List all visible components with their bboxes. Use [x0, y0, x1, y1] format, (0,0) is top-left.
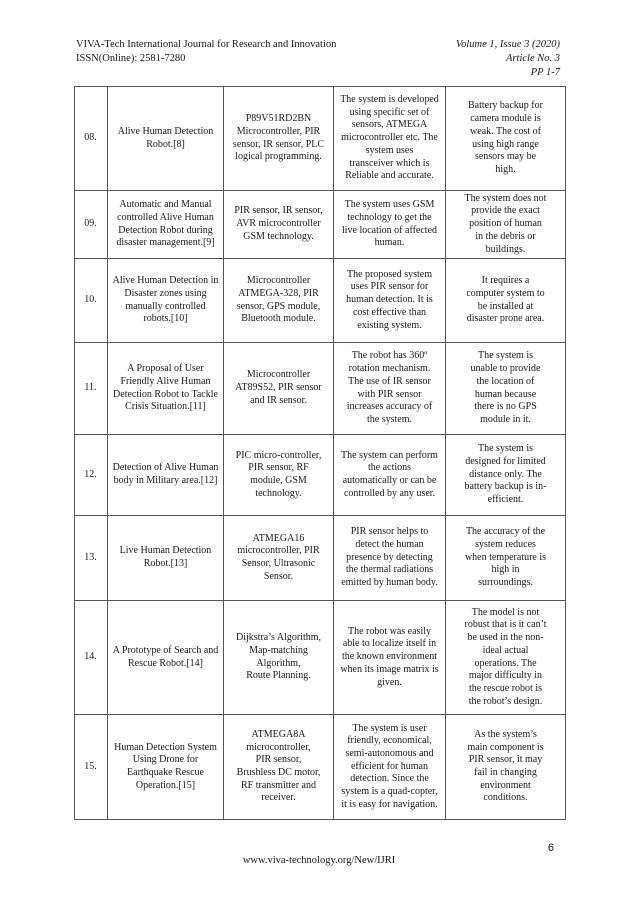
paper-title: A Prototype of Search and Rescue Robot.[14] — [108, 601, 224, 715]
paper-title: A Proposal of User Friendly Alive Human Detection Robot to Tackle Crisis Situation.[11] — [108, 343, 224, 435]
components-used: Dijkstra’s Algorithm, Map-matching Algorithm, Route Planning. — [224, 601, 334, 715]
row-number: 10. — [75, 259, 108, 343]
table-row — [75, 435, 566, 516]
system-description: The system is developed using specific set of sensors, ATMEGA microcontroller etc. The system uses transceiver which is Reliable and accurate. — [334, 87, 446, 191]
volume-issue: Volume 1, Issue 3 (2020) — [455, 39, 560, 50]
system-description: The robot has 360º rotation mechanism. The use of IR sensor with PIR sensor increases accuracy of the system. — [334, 343, 446, 435]
limitations: As the system’s main component is PIR sensor, it may fail in changing environment conditions. — [446, 715, 566, 820]
page-number: 6 — [547, 842, 554, 854]
system-description: The system uses GSM technology to get the live location of affected human. — [334, 191, 446, 259]
components-used: ATMEGA16 microcontroller, PIR Sensor, Ultrasonic Sensor. — [224, 516, 334, 601]
components-used: PIR sensor, IR sensor, AVR microcontroller GSM technology. — [224, 191, 334, 259]
row-number: 09. — [75, 191, 108, 259]
table-row — [75, 715, 566, 820]
article-number: Article No. 3 — [506, 53, 560, 64]
row-number: 13. — [75, 516, 108, 601]
row-number: 11. — [75, 343, 108, 435]
table-row — [75, 87, 566, 191]
components-used: Microcontroller AT89S52, PIR sensor and IR sensor. — [224, 343, 334, 435]
system-description: The proposed system uses PIR sensor for human detection. It is cost effective than existing system. — [334, 259, 446, 343]
issn: ISSN(Online): 2581-7280 — [76, 53, 186, 64]
journal-header-left — [76, 38, 336, 66]
footer-url: www.viva-technology.org/New/IJRI — [242, 855, 396, 866]
limitations: It requires a computer system to be installed at disaster prone area. — [446, 259, 566, 343]
limitations: Battery backup for camera module is weak. The cost of using high range sensors may be high. — [446, 87, 566, 191]
paper-title: Live Human Detection Robot.[13] — [108, 516, 224, 601]
paper-title: Alive Human Detection in Disaster zones using manually controlled robots.[10] — [108, 259, 224, 343]
row-number: 15. — [75, 715, 108, 820]
limitations: The accuracy of the system reduces when temperature is high in surroundings. — [446, 516, 566, 601]
table-row — [75, 516, 566, 601]
table-row — [75, 343, 566, 435]
row-number: 12. — [75, 435, 108, 516]
limitations: The system does not provide the exact position of human in the debris or buildings. — [446, 191, 566, 259]
row-number: 08. — [75, 87, 108, 191]
system-description: The system can perform the actions automatically or can be controlled by any user. — [334, 435, 446, 516]
literature-survey-table — [74, 86, 566, 820]
table-row — [75, 191, 566, 259]
components-used: Microcontroller ATMEGA-328, PIR sensor, GPS module, Bluetooth module. — [224, 259, 334, 343]
paper-title: Human Detection System Using Drone for Earthquake Rescue Operation.[15] — [108, 715, 224, 820]
components-used: P89V51RD2BN Microcontroller, PIR sensor, IR sensor, PLC logical programming. — [224, 87, 334, 191]
components-used: PIC micro-controller, PIR sensor, RF module, GSM technology. — [224, 435, 334, 516]
table-row — [75, 259, 566, 343]
row-number: 14. — [75, 601, 108, 715]
journal-name: VIVA-Tech International Journal for Research and Innovation — [76, 39, 337, 50]
page-range: PP 1-7 — [530, 67, 560, 78]
limitations: The system is designed for limited distance only. The battery backup is in- efficient. — [446, 435, 566, 516]
journal-header-right — [456, 38, 560, 80]
paper-title: Detection of Alive Human body in Military area.[12] — [108, 435, 224, 516]
table-row — [75, 601, 566, 715]
system-description: The system is user friendly, economical, semi-autonomous and efficient for human detection. Since the system is a quad-copter, it is easy for navigation. — [334, 715, 446, 820]
system-description: The robot was easily able to localize itself in the known environment when its image matrix is given. — [334, 601, 446, 715]
paper-title: Automatic and Manual controlled Alive Human Detection Robot during disaster management.[9] — [108, 191, 224, 259]
system-description: PIR sensor helps to detect the human presence by detecting the thermal radiations emitted by human body. — [334, 516, 446, 601]
limitations: The system is unable to provide the location of human because there is no GPS module in it. — [446, 343, 566, 435]
components-used: ATMEGA8A microcontroller, PIR sensor, Brushless DC motor, RF transmitter and receiver. — [224, 715, 334, 820]
limitations: The model is not robust that is it can’t be used in the non- ideal actual operations. The major difficulty in the rescue robot is the robot’s design. — [446, 601, 566, 715]
paper-title: Alive Human Detection Robot.[8] — [108, 87, 224, 191]
